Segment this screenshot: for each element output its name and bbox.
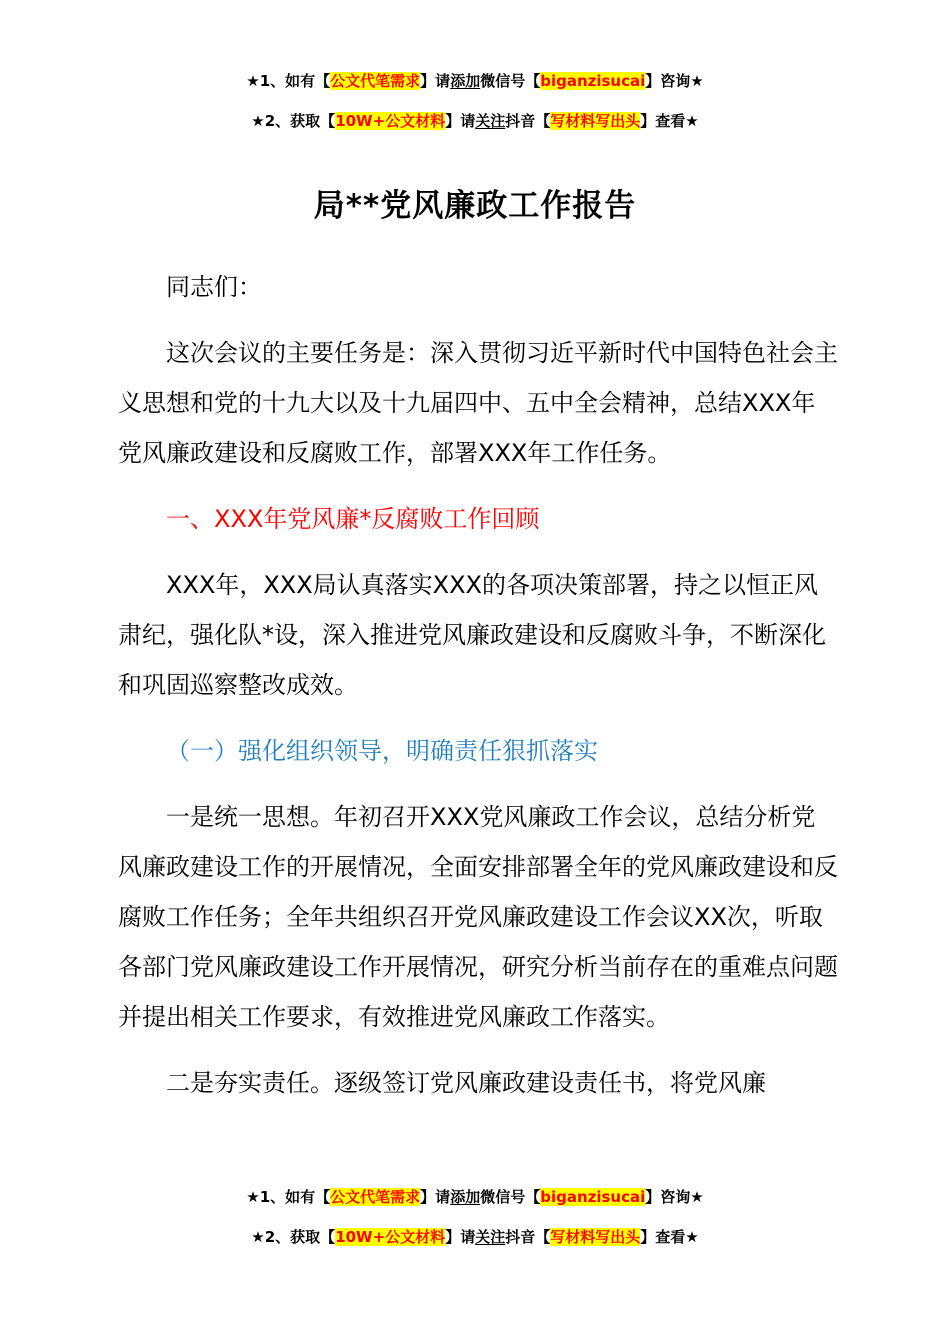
- promo-highlight: 公文代笔需求: [330, 72, 421, 90]
- promo-underlined: 关注: [475, 112, 506, 130]
- promo-text: 】请: [420, 1188, 451, 1206]
- promo-text: 】咨询★: [645, 72, 704, 90]
- promo-underlined: 添加: [450, 1188, 481, 1206]
- promo-text: 微信号【: [480, 72, 541, 90]
- promo-text: 抖音【: [505, 112, 551, 130]
- promo-text: ★1、如有【: [246, 1188, 331, 1206]
- promo-text: 抖音【: [505, 1228, 551, 1246]
- subsection-heading: （一）强化组织领导，明确责任狠抓落实: [166, 737, 598, 765]
- promo-text: 】请: [420, 72, 451, 90]
- promo-highlight: biganzisucai: [540, 1188, 646, 1206]
- promo-text: 】请: [445, 112, 476, 130]
- promo-line-1-top: [0, 70, 950, 92]
- promo-highlight: biganzisucai: [540, 72, 646, 90]
- document-title: 局**党风廉政工作报告: [313, 188, 637, 224]
- promo-text: 】查看★: [640, 112, 699, 130]
- promo-underlined: 关注: [475, 1228, 506, 1246]
- promo-highlight: 写材料写出头: [550, 112, 641, 130]
- salutation: 同志们：: [166, 273, 262, 301]
- promo-text: 】请: [445, 1228, 476, 1246]
- promo-highlight: 10W+公文材料: [335, 112, 446, 130]
- promo-text: ★2、获取【: [251, 112, 336, 130]
- promo-highlight: 写材料写出头: [550, 1228, 641, 1246]
- body-paragraph: XXX年，XXX局认真落实XXX的各项决策部署，持之以恒正风肃纪，强化队*设，深入推进党风廉政建设和反腐败斗争，不断深化和巩固巡察整改成效。: [118, 571, 826, 699]
- promo-line-1-bottom: [0, 1186, 950, 1208]
- promo-line-2-top: [0, 110, 950, 132]
- section-heading: 一、XXX年党风廉*反腐败工作回顾: [166, 505, 540, 533]
- promo-line-2-bottom: [0, 1226, 950, 1248]
- promo-text: ★1、如有【: [246, 72, 331, 90]
- promo-highlight: 10W+公文材料: [335, 1228, 446, 1246]
- promo-text: 微信号【: [480, 1188, 541, 1206]
- promo-text: 】咨询★: [645, 1188, 704, 1206]
- promo-underlined: 添加: [450, 72, 481, 90]
- document-body: [118, 262, 838, 1124]
- promo-text: ★2、获取【: [251, 1228, 336, 1246]
- body-paragraph: 这次会议的主要任务是：深入贯彻习近平新时代中国特色社会主义思想和党的十九大以及十九届四中、五中全会精神，总结XXX年党风廉政建设和反腐败工作，部署XXX年工作任务。: [118, 339, 838, 467]
- promo-highlight: 公文代笔需求: [330, 1188, 421, 1206]
- body-paragraph: 二是夯实责任。逐级签订党风廉政建设责任书，将党风廉: [166, 1069, 766, 1097]
- body-paragraph: 一是统一思想。年初召开XXX党风廉政工作会议，总结分析党风廉政建设工作的开展情况，全面安排部署全年的党风廉政建设和反腐败工作任务；全年共组织召开党风廉政建设工作会议XX次，听取各部门党风廉政建设工作开展情况，研究分析当前存在的重难点问题并提出相关工作要求，有效推进党风廉政工作落实。: [118, 803, 838, 1031]
- promo-text: 】查看★: [640, 1228, 699, 1246]
